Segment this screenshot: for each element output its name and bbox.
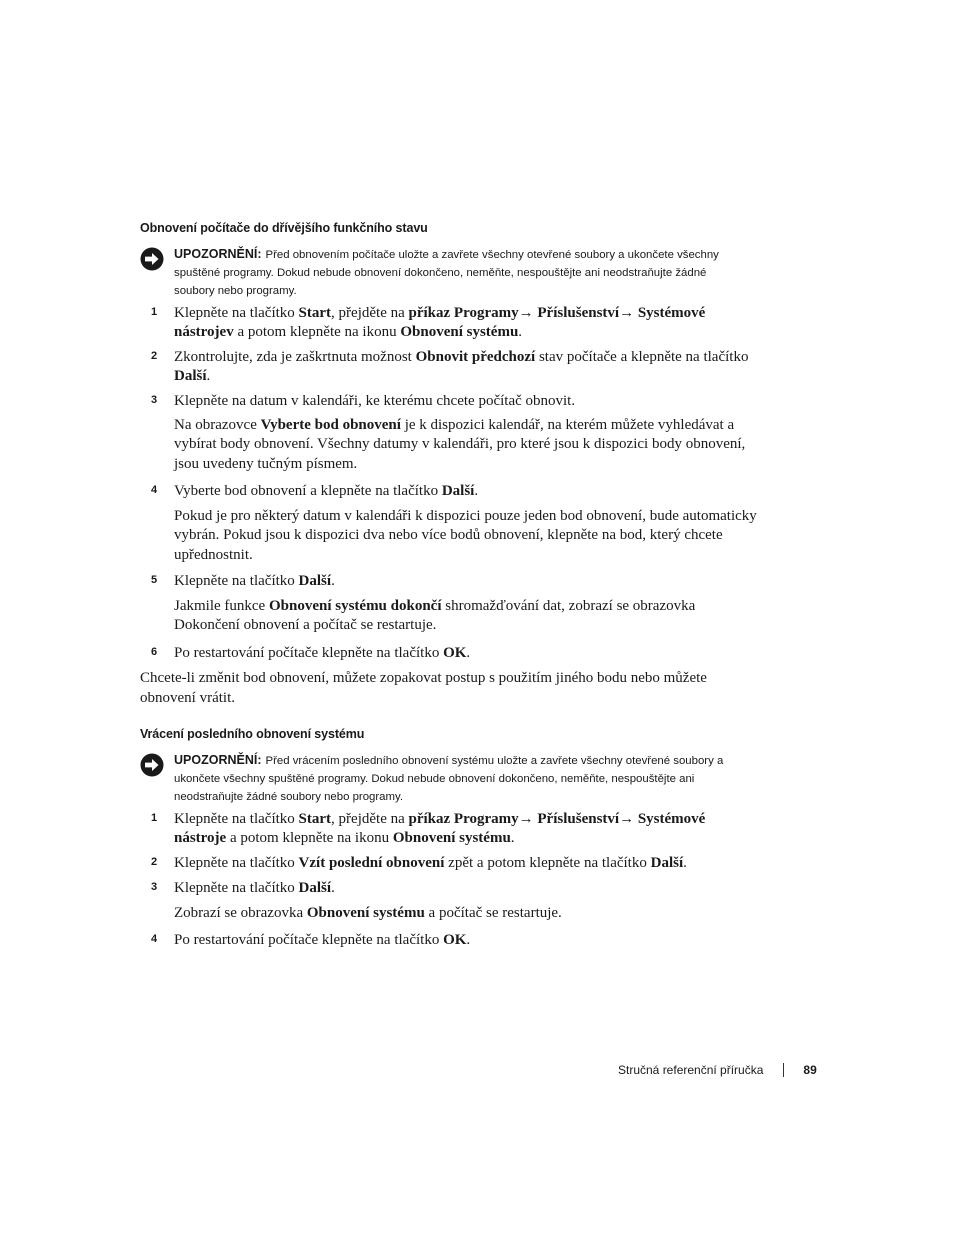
step-bold: Systémové nástroje [174,811,706,846]
page-footer [618,1063,817,1077]
step-text: a potom klepněte na ikonu [226,830,393,846]
step-number: 1 [151,306,158,318]
notice-arrow-icon [140,753,164,777]
step-text: Klepněte na tlačítko [174,811,299,827]
detail-bold: Vyberte bod obnovení [260,417,401,433]
step-bold: Příslušenství [537,811,620,827]
step-text: Po restartování počítače klepněte na tlačítko [174,645,444,661]
step-number: 4 [151,933,158,945]
step-3-detail [174,416,764,474]
notice-label: UPOZORNĚNÍ: [174,753,262,767]
footer-title: Stručná referenční příručka [618,1063,764,1077]
step-number: 3 [151,394,158,406]
step-4-detail [174,507,764,565]
notice-arrow-icon [140,247,164,271]
step-number: 6 [151,646,158,658]
step-bold: Obnovení systému [400,324,519,340]
step-bold: Start [298,305,332,321]
step-text: Klepněte na datum v kalendáři, ke kterému chcete počítač obnovit. [174,393,576,409]
step-text: , přejděte na [331,811,409,827]
closing-paragraph: Chcete-li změnit bod obnovení, můžete zopakovat postup s použitím jiného bodu nebo můžete obnovení vrátit. [140,670,707,706]
step-bold: Další [174,368,207,384]
step-3 [140,879,760,898]
step-bold: Další [298,573,332,589]
step-text: Vyberte bod obnovení a klepněte na tlačítko [174,483,442,499]
notice-text: Před obnovením počítače uložte a zavřete všechny otevřené soubory a ukončete všechny spuštěné programy. Dokud nebude obnovení dokončeno, neměňte, nespouštějte ani neodstraňujte žádné soubory nebo programy. [174,249,719,297]
step-text: . [510,830,515,846]
detail-bold: Obnovení systému [306,905,425,921]
notice-restore [140,245,740,300]
detail-text: je k dispozici kalendář, na kterém můžete vyhledávat a vybírat body obnovení. Všechny datumy v kalendáři, pro které jsou k dispozici body obnovení, jsou uvedeny tučným písmem. [174,417,746,472]
detail-bold: Obnovení systému dokončí [268,598,442,614]
step-text: stav počítače a klepněte na tlačítko [535,349,749,365]
step-bold: Vzít poslední obnovení [298,855,445,871]
step-text: Klepněte na tlačítko [174,305,299,321]
step-arrow: → [619,811,638,827]
step-bold: Další [650,855,684,871]
step-number: 5 [151,574,158,586]
step-4 [140,482,760,501]
detail-text: Zobrazí se obrazovka [174,905,307,921]
notice-label: UPOZORNĚNÍ: [174,247,262,261]
step-text: Klepněte na tlačítko [174,855,299,871]
step-arrow: → [518,305,538,321]
step-2 [140,854,760,873]
step-number: 2 [151,856,158,868]
step-3-detail [174,904,764,923]
step-text: . [331,880,335,896]
step-3 [140,392,760,411]
step-1 [140,304,760,342]
step-number: 4 [151,484,158,496]
step-bold: Obnovení systému [392,830,511,846]
step-bold: Start [298,811,332,827]
step-text: , přejděte na [331,305,409,321]
step-number: 2 [151,350,158,362]
section-heading-restore: Obnovení počítače do dřívějšího funkčního stavu [140,221,428,235]
step-2 [140,348,760,386]
step-text: . [466,932,471,948]
step-text: zpět a potom klepněte na tlačítko [444,855,651,871]
step-text: . [331,573,335,589]
step-text: . [683,855,687,871]
step-arrow: → [619,305,638,321]
step-text: Klepněte na tlačítko [174,573,299,589]
detail-text: a počítač se restartuje. [424,905,562,921]
step-text: . [518,324,523,340]
step-bold: příkaz Programy [408,305,519,321]
step-4 [140,931,760,950]
step-number: 1 [151,812,158,824]
page-number: 89 [803,1063,817,1077]
step-text: Zkontrolujte, zda je zaškrtnuta možnost [174,349,416,365]
notice-undo [140,751,740,806]
footer-separator [783,1063,784,1077]
step-text: . [466,645,471,661]
step-bold: Příslušenství [537,305,620,321]
step-5-detail [174,597,764,636]
step-5 [140,572,760,591]
step-number: 3 [151,881,158,893]
notice-text: Před vrácením posledního obnovení systému uložte a zavřete všechny otevřené soubory a ukončete všechny spuštěné programy. Dokud nebude obnovení dokončeno, neměňte, nespouštějte ani neodstraňujte žádné soubory nebo programy. [174,755,724,803]
step-arrow: → [518,811,538,827]
step-bold: OK [443,932,467,948]
step-bold: OK [443,645,467,661]
detail-text: Na obrazovce [174,417,261,433]
step-bold: příkaz Programy [408,811,519,827]
step-bold: Další [298,880,332,896]
step-1 [140,810,760,848]
step-bold: Obnovit předchozí [415,349,536,365]
step-text: Klepněte na tlačítko [174,880,299,896]
step-bold: Další [441,483,475,499]
detail-text: Pokud je pro některý datum v kalendáři k dispozici pouze jeden bod obnovení, bude automaticky vybrán. Pokud jsou k dispozici dva nebo více bodů obnovení, klepněte na bod, který chcete upřednostnit. [174,508,757,563]
step-bold: Systémové nástrojev [174,305,706,340]
step-text: . [206,368,211,384]
step-text: Po restartování počítače klepněte na tlačítko [174,932,444,948]
step-text: . [474,483,479,499]
detail-text: shromažďování dat, zobrazí se obrazovka Dokončení obnovení a počítač se restartuje. [174,598,696,634]
section-heading-undo: Vrácení posledního obnovení systému [140,727,365,741]
step-text: a potom klepněte na ikonu [233,324,401,340]
detail-text: Jakmile funkce [174,598,269,614]
step-6 [140,644,760,663]
